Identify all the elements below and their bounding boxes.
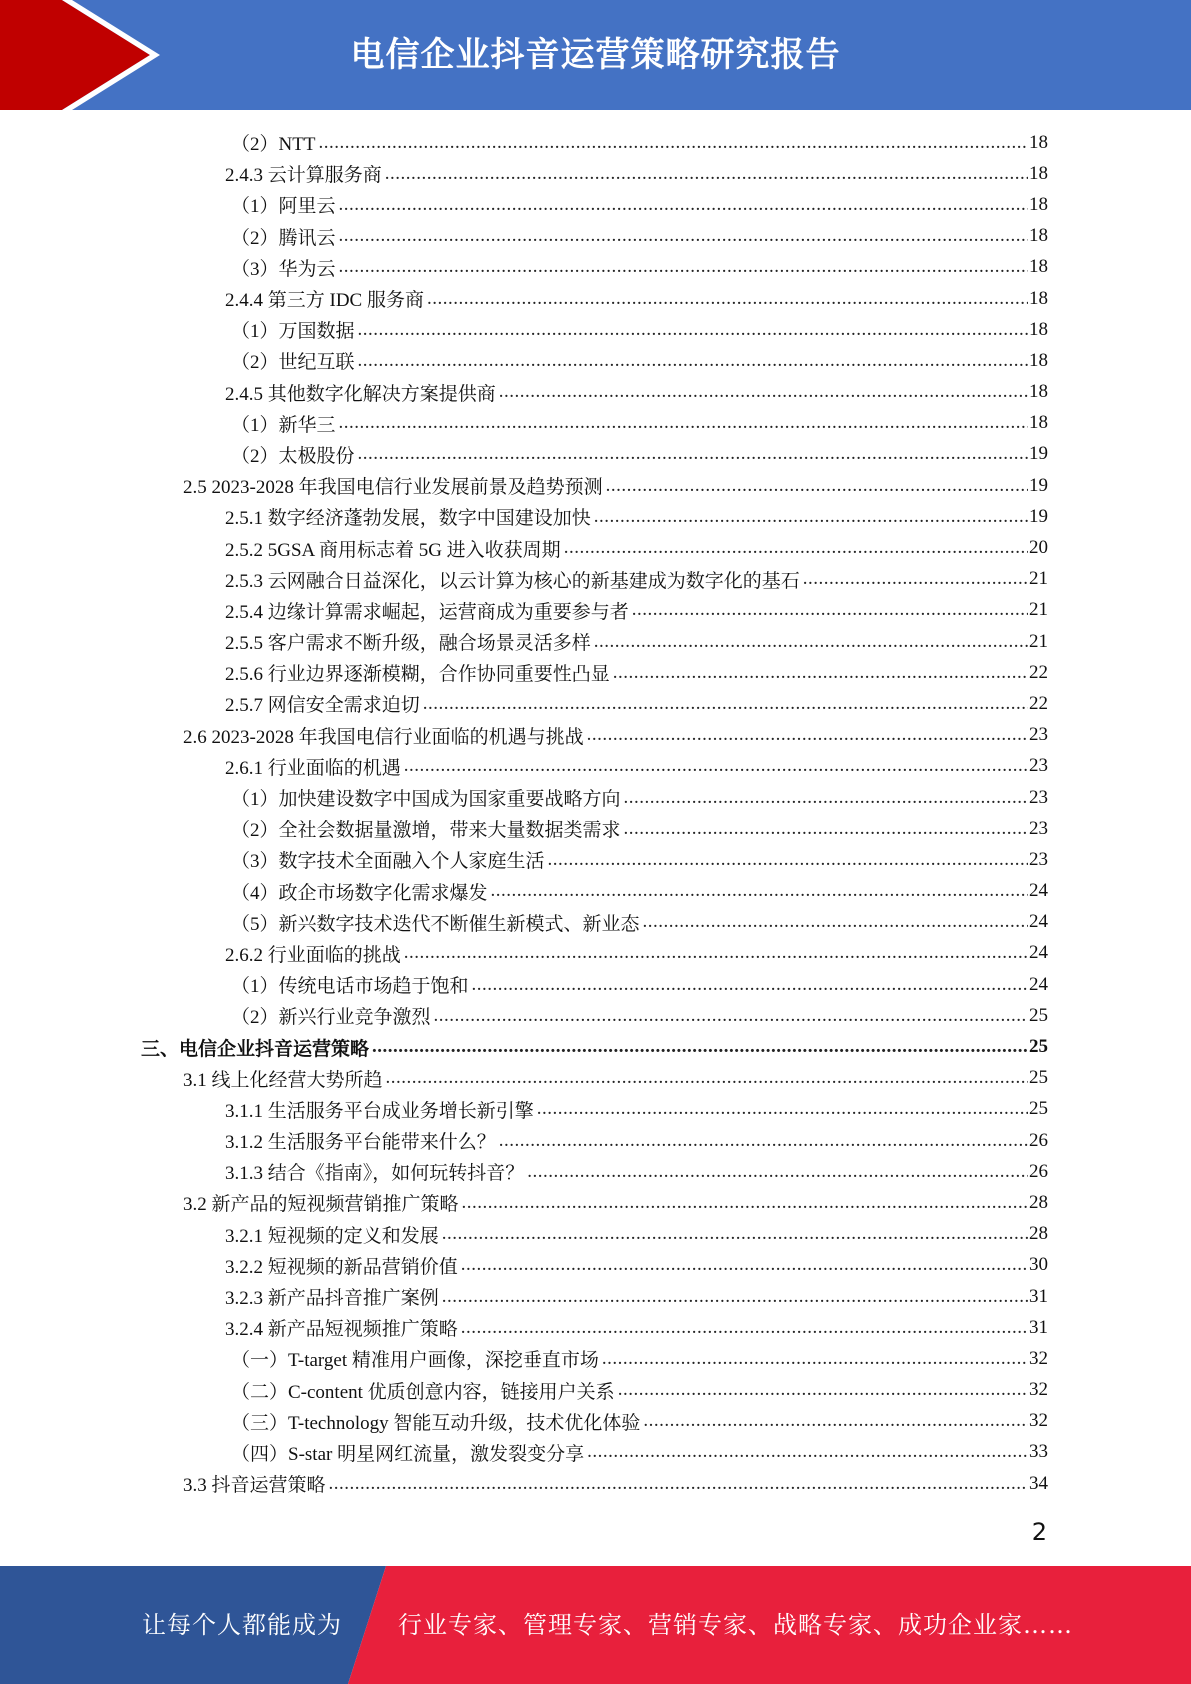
toc-dot-leader [618, 1379, 1028, 1401]
toc-entry[interactable] [0, 1437, 1191, 1468]
toc-entry[interactable] [0, 158, 1191, 189]
toc-entry-page: 24 [1029, 911, 1048, 933]
toc-dot-leader [462, 1192, 1028, 1214]
toc-entry-title: 2.6.2 行业面临的挑战 [225, 944, 401, 966]
toc-entry[interactable] [0, 127, 1191, 158]
toc-entry-page: 23 [1029, 848, 1048, 870]
toc-entry[interactable] [0, 564, 1191, 595]
toc-entry[interactable] [0, 1156, 1191, 1187]
toc-dot-leader [318, 132, 1028, 154]
toc-entry-title: （1）传统电话市场趋于饱和 [231, 976, 469, 998]
toc-entry-page: 18 [1029, 381, 1048, 403]
toc-entry-page: 24 [1029, 880, 1048, 902]
toc-entry[interactable] [0, 1343, 1191, 1374]
toc-entry-page: 32 [1029, 1347, 1048, 1369]
toc-entry-page: 19 [1029, 443, 1048, 465]
toc-entry-title: （1）新华三 [231, 414, 336, 436]
toc-entry[interactable] [0, 595, 1191, 626]
toc-entry[interactable] [0, 1063, 1191, 1094]
toc-entry[interactable] [0, 501, 1191, 532]
footer-slogan-right: 行业专家、管理专家、营销专家、战略专家、成功企业家…… [398, 1611, 1073, 1639]
footer-slogan-left: 让每个人都能成为 [142, 1611, 342, 1639]
toc-entry[interactable] [0, 470, 1191, 501]
toc-entry-title: （3）数字技术全面融入个人家庭生活 [231, 851, 545, 873]
toc-entry-title: （1）万国数据 [231, 321, 355, 343]
toc-entry[interactable] [0, 1468, 1191, 1499]
page-number: 2 [1031, 1518, 1047, 1546]
toc-entry-page: 22 [1029, 692, 1048, 714]
toc-entry[interactable] [0, 345, 1191, 376]
toc-entry-title: 3.2 新产品的短视频营销推广策略 [183, 1194, 459, 1216]
toc-entry-title: （二）C-content 优质创意内容，链接用户关系 [231, 1381, 615, 1403]
toc-entry-title: （四）S-star 明星网红流量，激发裂变分享 [231, 1443, 585, 1465]
toc-entry[interactable] [0, 1000, 1191, 1031]
toc-entry-title: 2.4.5 其他数字化解决方案提供商 [225, 383, 496, 405]
toc-entry-page: 31 [1029, 1316, 1048, 1338]
toc-entry[interactable] [0, 408, 1191, 439]
toc-entry-page: 18 [1029, 193, 1048, 215]
toc-entry-page: 21 [1029, 630, 1048, 652]
toc-dot-leader [499, 1130, 1028, 1152]
toc-entry-title: 2.5.7 网信安全需求迫切 [225, 695, 420, 717]
toc-entry-page: 33 [1029, 1441, 1048, 1463]
toc-dot-leader [358, 443, 1028, 465]
toc-entry-title: 2.5.5 客户需求不断升级，融合场景灵活多样 [225, 633, 591, 655]
toc-dot-leader [624, 818, 1028, 840]
toc-entry-title: （2）太极股份 [231, 445, 355, 467]
toc-entry[interactable] [0, 720, 1191, 751]
toc-dot-leader [537, 1098, 1028, 1120]
toc-entry[interactable] [0, 907, 1191, 938]
toc-dot-leader [606, 475, 1028, 497]
toc-entry-title: 3.2.2 短视频的新品营销价值 [225, 1256, 458, 1278]
toc-entry-page: 23 [1029, 755, 1048, 777]
toc-entry[interactable] [0, 782, 1191, 813]
toc-dot-leader [385, 163, 1028, 185]
toc-dot-leader [404, 942, 1028, 964]
toc-dot-leader [472, 974, 1028, 996]
toc-entry-title: （1）阿里云 [231, 196, 336, 218]
toc-entry-page: 23 [1029, 786, 1048, 808]
toc-entry-page: 25 [1029, 1036, 1048, 1058]
header-chevron-decoration [0, 0, 160, 110]
toc-entry-page: 18 [1029, 318, 1048, 340]
toc-entry-page: 23 [1029, 724, 1048, 746]
toc-dot-leader [329, 1473, 1028, 1495]
toc-entry-title: 2.5.3 云网融合日益深化，以云计算为核心的新基建成为数字化的基石 [225, 570, 800, 592]
toc-dot-leader [339, 225, 1028, 247]
toc-entry-page: 25 [1029, 1098, 1048, 1120]
report-title: 电信企业抖音运营策略研究报告 [350, 35, 841, 75]
toc-entry-page: 24 [1029, 973, 1048, 995]
toc-entry-page: 18 [1029, 349, 1048, 371]
toc-dot-leader [339, 412, 1028, 434]
toc-entry-title: 2.4.4 第三方 IDC 服务商 [225, 290, 424, 312]
toc-entry-page: 18 [1029, 225, 1048, 247]
toc-entry-page: 18 [1029, 287, 1048, 309]
table-of-contents [0, 127, 1191, 1499]
toc-entry[interactable] [0, 688, 1191, 719]
toc-dot-leader [386, 1067, 1028, 1089]
toc-entry[interactable] [0, 876, 1191, 907]
toc-dot-leader [404, 755, 1028, 777]
toc-dot-leader [358, 350, 1028, 372]
toc-entry[interactable] [0, 844, 1191, 875]
toc-entry-page: 18 [1029, 131, 1048, 153]
toc-entry-page: 26 [1029, 1129, 1048, 1151]
toc-dot-leader [613, 662, 1028, 684]
toc-entry-page: 32 [1029, 1379, 1048, 1401]
toc-entry-page: 24 [1029, 942, 1048, 964]
toc-entry-page: 34 [1029, 1472, 1048, 1494]
toc-entry-title: （2）全社会数据量激增，带来大量数据类需求 [231, 820, 621, 842]
toc-entry-title: 2.5.1 数字经济蓬勃发展，数字中国建设加快 [225, 508, 591, 530]
toc-entry-title: 2.5 2023-2028 年我国电信行业发展前景及趋势预测 [183, 477, 603, 499]
toc-entry-title: （5）新兴数字技术迭代不断催生新模式、新业态 [231, 913, 640, 935]
toc-entry[interactable] [0, 1375, 1191, 1406]
toc-entry[interactable] [0, 189, 1191, 220]
toc-entry-title: 3.1.2 生活服务平台能带来什么？ [225, 1132, 496, 1154]
toc-entry-title: 2.5.6 行业边界逐渐模糊，合作协同重要性凸显 [225, 664, 610, 686]
toc-entry[interactable] [0, 1187, 1191, 1218]
toc-entry-page: 32 [1029, 1410, 1048, 1432]
toc-dot-leader [548, 849, 1028, 871]
toc-entry-title: 2.5.2 5GSA 商用标志着 5G 进入收获周期 [225, 539, 561, 561]
toc-entry-title: （2）新兴行业竞争激烈 [231, 1007, 431, 1029]
toc-entry[interactable] [0, 1125, 1191, 1156]
toc-entry-page: 18 [1029, 412, 1048, 434]
toc-entry-page: 25 [1029, 1067, 1048, 1089]
toc-entry-title: （一）T-target 精准用户画像，深挖垂直市场 [231, 1350, 599, 1372]
toc-entry[interactable] [0, 221, 1191, 252]
toc-entry-page: 18 [1029, 256, 1048, 278]
toc-dot-leader [339, 194, 1028, 216]
toc-dot-leader [587, 1441, 1028, 1463]
toc-entry-title: 3.3 抖音运营策略 [183, 1475, 326, 1497]
toc-entry-page: 31 [1029, 1285, 1048, 1307]
toc-entry-title: 3.1 线上化经营大势所趋 [183, 1069, 383, 1091]
toc-entry-title: （2）NTT [231, 134, 316, 156]
toc-entry-title: （3）华为云 [231, 258, 336, 280]
toc-entry-page: 18 [1029, 162, 1048, 184]
toc-dot-leader [499, 381, 1028, 403]
toc-entry[interactable] [0, 1094, 1191, 1125]
toc-entry-title: （2）世纪互联 [231, 352, 355, 374]
toc-dot-leader [442, 1286, 1028, 1308]
toc-dot-leader [587, 724, 1028, 746]
toc-entry[interactable] [0, 626, 1191, 657]
toc-entry-title: 三、电信企业抖音运营策略 [141, 1038, 370, 1060]
toc-entry[interactable] [0, 1281, 1191, 1312]
toc-entry-page: 28 [1029, 1223, 1048, 1245]
toc-entry-page: 19 [1029, 505, 1048, 527]
toc-entry[interactable] [0, 252, 1191, 283]
toc-entry[interactable] [0, 283, 1191, 314]
toc-entry-title: （1）加快建设数字中国成为国家重要战略方向 [231, 789, 621, 811]
toc-entry-title: 2.6.1 行业面临的机遇 [225, 757, 401, 779]
toc-dot-leader [632, 599, 1028, 621]
toc-entry-title: 2.6 2023-2028 年我国电信行业面临的机遇与挑战 [183, 726, 584, 748]
toc-dot-leader [602, 1348, 1028, 1370]
toc-dot-leader [461, 1317, 1028, 1339]
toc-entry[interactable] [0, 377, 1191, 408]
toc-entry-page: 25 [1029, 1004, 1048, 1026]
toc-entry[interactable] [0, 1406, 1191, 1437]
toc-dot-leader [442, 1223, 1028, 1245]
toc-dot-leader [643, 911, 1028, 933]
toc-entry[interactable] [0, 751, 1191, 782]
toc-entry-page: 20 [1029, 537, 1048, 559]
toc-entry-page: 28 [1029, 1191, 1048, 1213]
toc-dot-leader [372, 1036, 1028, 1058]
toc-dot-leader [434, 1005, 1028, 1027]
toc-entry-page: 26 [1029, 1160, 1048, 1182]
toc-entry[interactable] [0, 938, 1191, 969]
toc-dot-leader [339, 256, 1028, 278]
toc-entry[interactable] [0, 657, 1191, 688]
toc-entry[interactable] [0, 813, 1191, 844]
toc-dot-leader [358, 319, 1028, 341]
toc-dot-leader [624, 787, 1028, 809]
toc-entry-title: （三）T-technology 智能互动升级，技术优化体验 [231, 1412, 641, 1434]
toc-dot-leader [527, 1161, 1028, 1183]
toc-dot-leader [564, 537, 1028, 559]
toc-entry[interactable] [0, 969, 1191, 1000]
toc-entry[interactable] [0, 1219, 1191, 1250]
toc-dot-leader [427, 288, 1028, 310]
toc-entry-title: （2）腾讯云 [231, 227, 336, 249]
toc-entry-page: 21 [1029, 568, 1048, 590]
toc-entry-page: 22 [1029, 661, 1048, 683]
toc-entry[interactable] [0, 532, 1191, 563]
toc-entry[interactable] [0, 439, 1191, 470]
toc-entry[interactable] [0, 1250, 1191, 1281]
toc-dot-leader [461, 1254, 1028, 1276]
toc-entry-page: 30 [1029, 1254, 1048, 1276]
toc-dot-leader [803, 568, 1028, 590]
toc-entry-title: 3.2.4 新产品短视频推广策略 [225, 1319, 458, 1341]
toc-dot-leader [594, 631, 1028, 653]
toc-dot-leader [491, 880, 1028, 902]
toc-entry[interactable] [0, 314, 1191, 345]
page-footer [0, 1566, 1191, 1684]
toc-dot-leader [594, 506, 1028, 528]
toc-entry-page: 23 [1029, 817, 1048, 839]
toc-entry-title: （4）政企市场数字化需求爆发 [231, 882, 488, 904]
toc-entry-title: 3.1.1 生活服务平台成业务增长新引擎 [225, 1100, 534, 1122]
toc-entry[interactable] [0, 1312, 1191, 1343]
toc-entry-page: 21 [1029, 599, 1048, 621]
toc-entry-page: 19 [1029, 474, 1048, 496]
toc-dot-leader [423, 693, 1028, 715]
toc-entry-title: 2.5.4 边缘计算需求崛起，运营商成为重要参与者 [225, 601, 629, 623]
toc-entry-title: 2.4.3 云计算服务商 [225, 165, 382, 187]
toc-entry[interactable] [0, 1031, 1191, 1062]
toc-entry-title: 3.2.1 短视频的定义和发展 [225, 1225, 439, 1247]
toc-dot-leader [643, 1410, 1028, 1432]
toc-entry-title: 3.2.3 新产品抖音推广案例 [225, 1288, 439, 1310]
page-header [0, 0, 1191, 110]
toc-entry-title: 3.1.3 结合《指南》，如何玩转抖音？ [225, 1163, 525, 1185]
